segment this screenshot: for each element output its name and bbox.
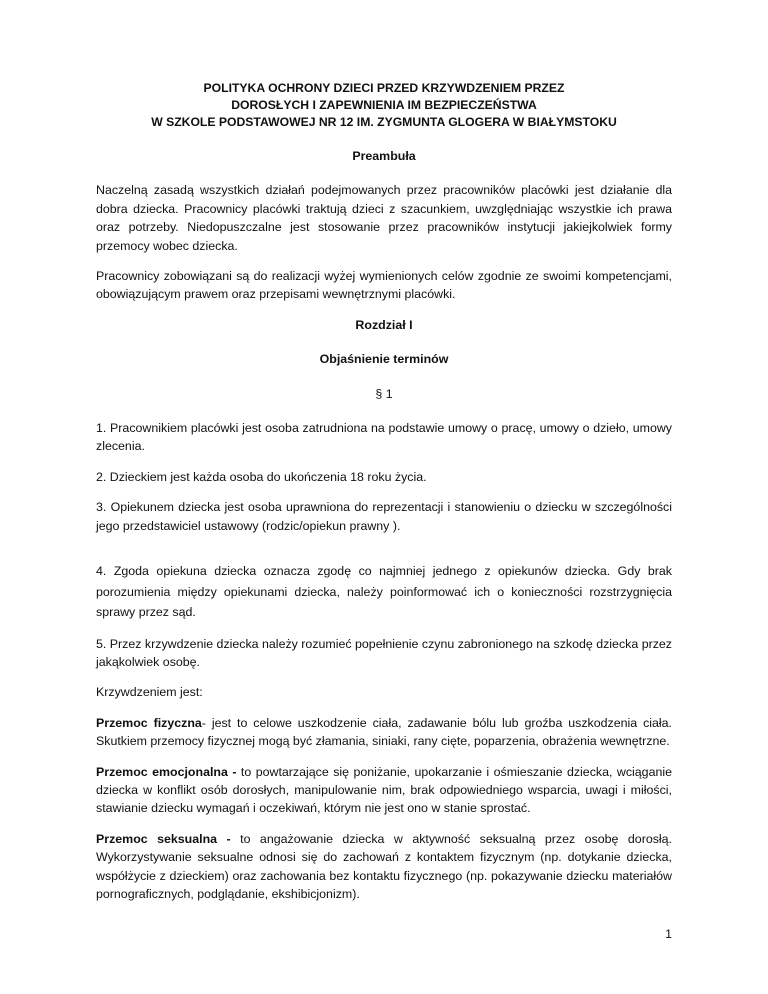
chapter-subheading: Objaśnienie terminów [319, 352, 449, 367]
harm-description: - jest to celowe uszkodzenie ciała, zadawanie bólu lub groźba uszkodzenia ciała. Skutkiem przemocy fizycznej mogą być złamania, siniaki, rany cięte, poparzenia, obrażenia wewnętrzne. [96, 715, 672, 749]
definition-item: 4. Zgoda opiekuna dziecka oznacza zgodę co najmniej jednego z opiekunów dziecka. Gdy brak porozumienia między opiekunami dziecka, należy poinformować ich o konieczności rozstrzygnięcia sprawy przez sąd. [96, 564, 672, 620]
harm-term: Przemoc seksualna - [96, 831, 231, 846]
document-title [96, 80, 672, 131]
definition-item: 1. Pracownikiem placówki jest osoba zatrudniona na podstawie umowy o pracę, umowy o dzieło, umowy zlecenia. [96, 421, 672, 454]
chapter-heading: Rozdział I [355, 317, 413, 332]
preamble-paragraph: Pracownicy zobowiązani są do realizacji wyżej wymienionych celów zgodnie ze swoimi kompetencjami, obowiązującym prawem oraz przepisami wewnętrznymi placówki. [96, 269, 672, 302]
definition-item: 2. Dzieckiem jest każda osoba do ukończenia 18 roku życia. [96, 469, 427, 484]
page-number: 1 [665, 927, 672, 941]
title-line-2: DOROSŁYCH I ZAPEWNIENIA IM BEZPIECZEŃSTWA [231, 98, 537, 112]
harm-intro: Krzywdzeniem jest: [96, 685, 203, 700]
harm-definition-emotional [96, 763, 672, 818]
title-line-1: POLITYKA OCHRONY DZIECI PRZED KRZYWDZENIEM PRZEZ [203, 81, 565, 95]
harm-definition-sexual [96, 830, 672, 904]
preamble-heading: Preambuła [352, 149, 416, 163]
definition-item: 3. Opiekunem dziecka jest osoba uprawniona do reprezentacji i stanowieniu o dziecku w szczególności jego przedstawiciel ustawowy (rodzic/opiekun prawny ). [96, 500, 672, 533]
harm-definition-physical [96, 714, 672, 751]
harm-description: to angażowanie dziecka w aktywność seksualną przez osobę dorosłą. Wykorzystywanie seksualne odnosi się do zachowań z kontaktem fizycznym (np. dotykanie dziecka, współżycie z dzieckiem) oraz zachowania bez kontaktu fizycznego (np. pokazywanie dziecku materiałów pornograficznych, podglądanie, ekshibicjonizm). [96, 831, 672, 902]
definition-item: 5. Przez krzywdzenie dziecka należy rozumieć popełnienie czynu zabronionego na szkodę dziecka przez jakąkolwiek osobę. [96, 636, 672, 669]
harm-description: to powtarzające się poniżanie, upokarzanie i ośmieszanie dziecka, wciąganie dziecka w konflikt osób dorosłych, manipulowanie nim, brak odpowiedniego wsparcia, uwagi i miłości, stawianie dziecku wymagań i oczekiwań, którym nie jest ono w stanie sprostać. [96, 764, 672, 816]
preamble-paragraph: Naczelną zasadą wszystkich działań podejmowanych przez pracowników placówki jest działanie dla dobra dziecka. Pracownicy placówki traktują dzieci z szacunkiem, uwzględniając wszystkie ich prawa oraz potrzeby. Niedopuszczalne jest stosowanie przez pracowników instytucji jakiejkolwiek formy przemocy wobec dziecka. [96, 183, 672, 253]
harm-term: Przemoc fizyczna [96, 715, 202, 730]
harm-term: Przemoc emocjonalna - [96, 764, 237, 779]
title-line-3: W SZKOLE PODSTAWOWEJ NR 12 IM. ZYGMUNTA GLOGERA W BIAŁYMSTOKU [151, 115, 617, 129]
section-mark: § 1 [375, 386, 393, 401]
